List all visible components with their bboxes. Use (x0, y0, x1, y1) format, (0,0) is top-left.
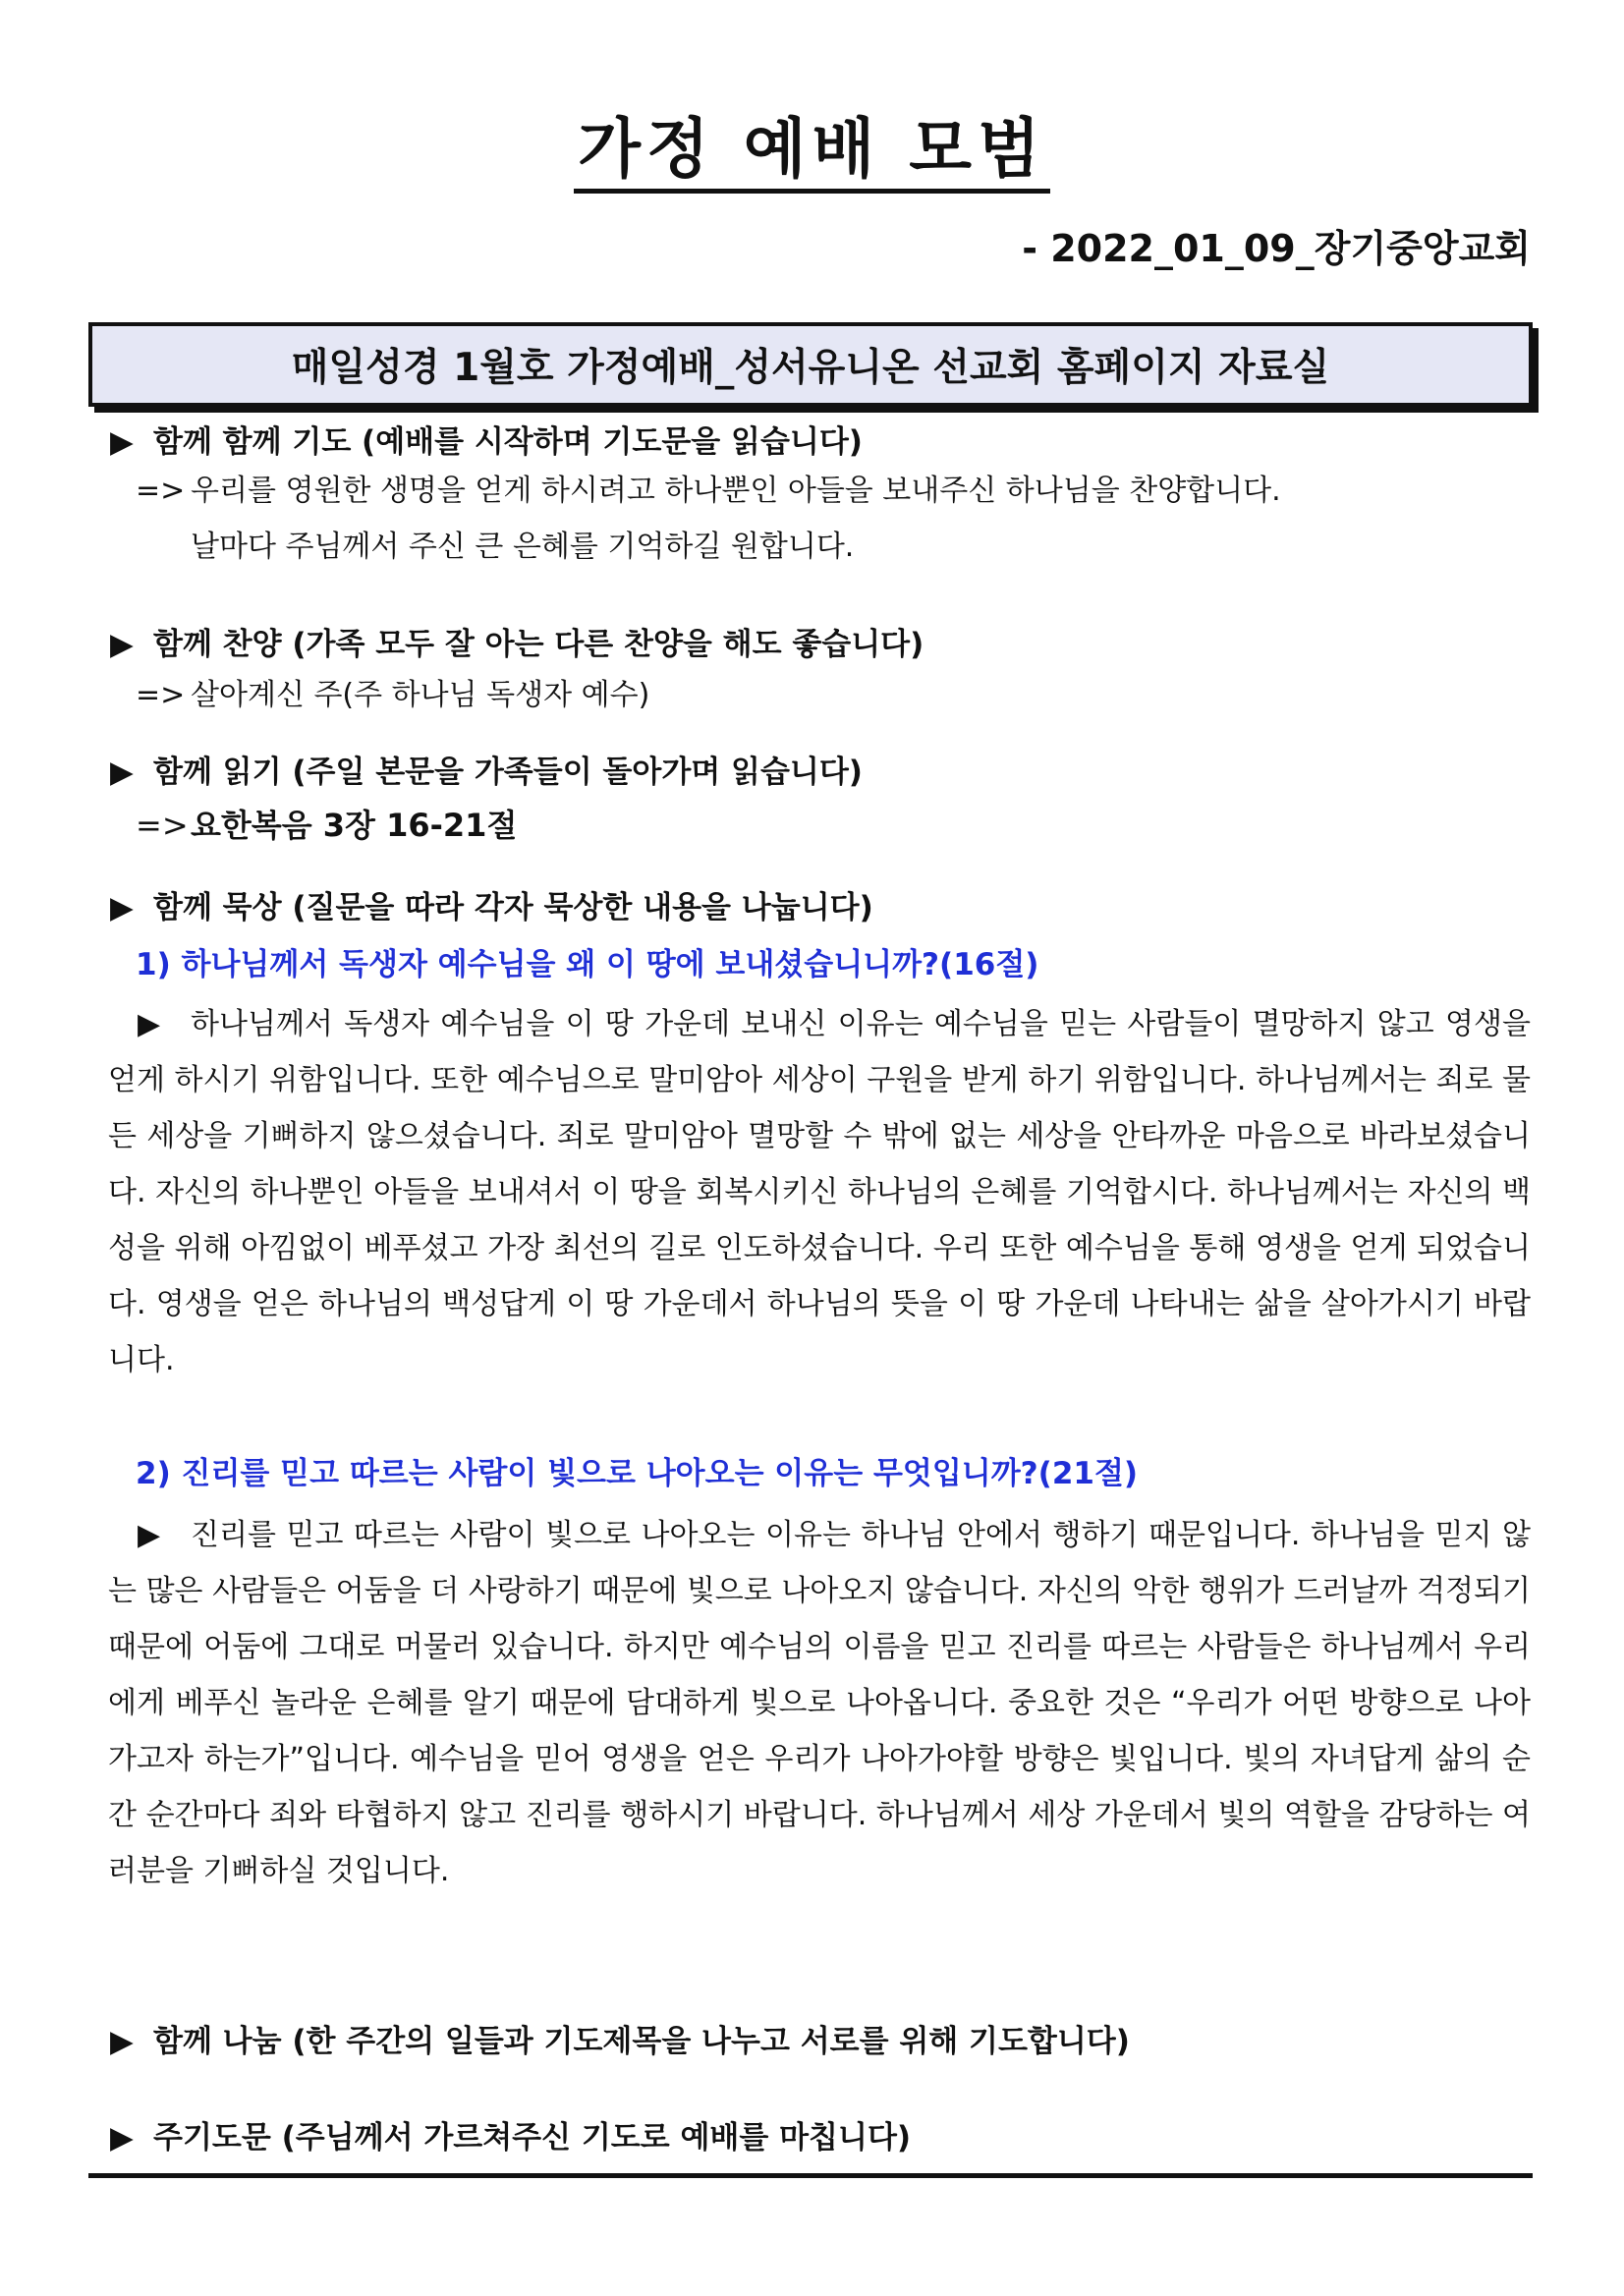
section-heading-lords-prayer: ▶ 주기도문 (주님께서 가르쳐주신 기도로 예배를 마칩니다) (110, 2116, 911, 2159)
bullet-icon: ▶ (110, 2024, 134, 2059)
page-title: 가정 예배 모범 (0, 110, 1624, 189)
arrow-icon: => (136, 474, 186, 508)
reading-answer: =>요한복음 3장 16-21절 (136, 804, 517, 847)
meditation-answer-1: ▶ 하나님께서 독생자 예수님을 이 땅 가운데 보내신 이유는 예수님을 믿는 사람들이 멸망하지 않고 영생을 얻게 하시기 위함입니다. 또한 예수님으로 말미암아 세상이 구원을 받게 하기 위함입니다. 하나님께서는 죄로 물든 세상을 기뻐하지 않으셨습니다. 죄로 말미암아 멸망할 수 밖에 없는 세상을 안타까운 마음으로 바라보셨습니다. 자신의 하나뿐인 아들을 보내셔서 이 땅을 회복시키신 하나님의 은혜를 기억합시다. 하나님께서는 자신의 백성을 위해 아낌없이 베푸셨고 가장 최선의 길로 인도하셨습니다. 우리 또한 예수님을 통해 영생을 얻게 되었습니다. 영생을 얻은 하나님의 백성답게 이 땅 가운데서 하나님의 뜻을 이 땅 가운데 나타내는 삶을 살아가시기 바랍니다. (108, 996, 1531, 1388)
bottom-rule (88, 2173, 1533, 2178)
bullet-icon: ▶ (110, 890, 134, 925)
bullet-icon: ▶ (138, 1518, 161, 1552)
church-date-subtitle: - 2022_01_09_장기중앙교회 (1022, 227, 1531, 270)
arrow-icon: => (136, 678, 186, 712)
bullet-icon: ▶ (110, 755, 134, 790)
section-heading-praise: ▶ 함께 찬양 (가족 모두 잘 아는 다른 찬양을 해도 좋습니다) (110, 623, 924, 666)
bullet-icon: ▶ (110, 2120, 134, 2156)
section-heading-sharing: ▶ 함께 나눔 (한 주간의 일들과 기도제목을 나누고 서로를 위해 기도합니다) (110, 2020, 1130, 2063)
section-heading-reading: ▶ 함께 읽기 (주일 본문을 가족들이 돌아가며 읽습니다) (110, 751, 863, 794)
bullet-icon: ▶ (110, 424, 134, 460)
section-heading-prayer: ▶ 함께 함께 기도 (예배를 시작하며 기도문을 읽습니다) (110, 420, 863, 464)
bullet-icon: ▶ (110, 627, 134, 662)
prayer-text-line2: 날마다 주님께서 주신 큰 은혜를 기억하길 원합니다. (191, 530, 855, 564)
prayer-text-line1: => 우리를 영원한 생명을 얻게 하시려고 하나뿐인 아들을 보내주신 하나님을 찬양합니다. (136, 470, 1281, 513)
section-heading-meditation: ▶ 함께 묵상 (질문을 따라 각자 묵상한 내용을 나눕니다) (110, 886, 873, 929)
source-banner: 매일성경 1월호 가정예배_성서유니온 선교회 홈페이지 자료실 (88, 322, 1533, 407)
meditation-question-2: 2) 진리를 믿고 따르는 사람이 빛으로 나아오는 이유는 무엇입니까?(21절) (136, 1456, 1139, 1491)
arrow-icon: => (136, 807, 189, 844)
meditation-answer-2: ▶ 진리를 믿고 따르는 사람이 빛으로 나아오는 이유는 하나님 안에서 행하기 때문입니다. 하나님을 믿지 않는 많은 사람들은 어둠을 더 사랑하기 때문에 빛으로 나아오지 않습니다. 자신의 악한 행위가 드러날까 걱정되기 때문에 어둠에 그대로 머물러 있습니다. 하지만 예수님의 이름을 믿고 진리를 따르는 사람들은 하나님께서 우리에게 베푸신 놀라운 은혜를 알기 때문에 담대하게 빛으로 나아옵니다. 중요한 것은 “우리가 어떤 방향으로 나아가고자 하는가”입니다. 예수님을 믿어 영생을 얻은 우리가 나아가야할 방향은 빛입니다. 빛의 자녀답게 삶의 순간 순간마다 죄와 타협하지 않고 진리를 행하시기 바랍니다. 하나님께서 세상 가운데서 빛의 역할을 감당하는 여러분을 기뻐하실 것입니다. (108, 1507, 1531, 1899)
bullet-icon: ▶ (138, 1007, 161, 1041)
meditation-question-1: 1) 하나님께서 독생자 예수님을 왜 이 땅에 보내셨습니니까?(16절) (136, 947, 1039, 982)
praise-answer: => 살아계신 주(주 하나님 독생자 예수) (136, 674, 649, 717)
